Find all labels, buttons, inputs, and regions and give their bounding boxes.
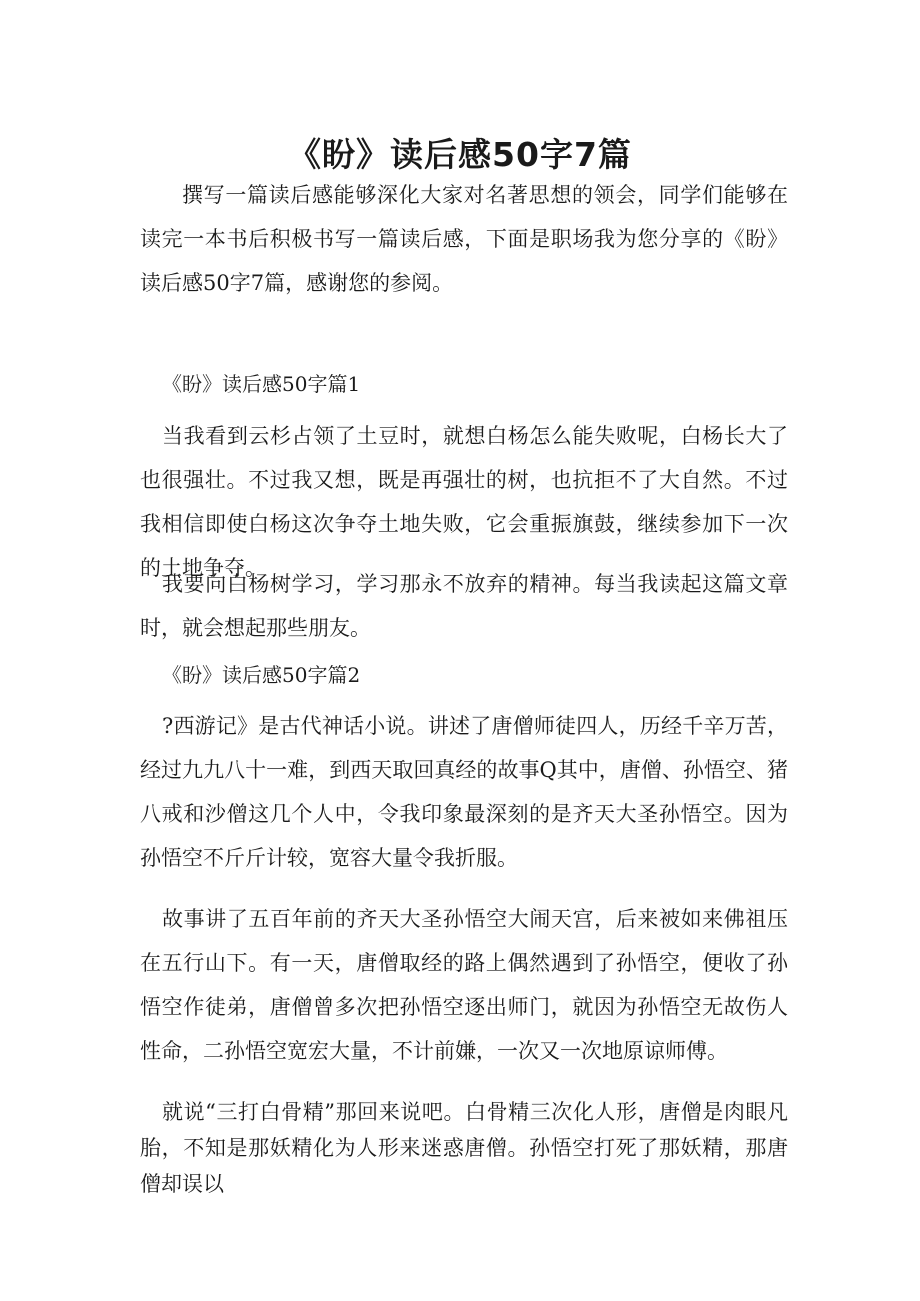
paragraph: 当我看到云杉占领了土豆时，就想白杨怎么能失败呢，白杨长大了也很强壮。不过我又想，既是再强壮的树，也抗拒不了大自然。不过我相信即使白杨这次争夺土地失败，它会重振旗鼓，继续参加下一次的土地争夺。	[140, 424, 788, 580]
paragraph: 我要向白杨树学习，学习那永不放弃的精神。每当我读起这篇文章时，就会想起那些朋友。	[140, 572, 788, 640]
section-heading: 《盼》读后感50字篇2	[162, 663, 361, 687]
paragraph: 就说“三打白骨精”那回来说吧。白骨精三次化人形，唐僧是肉眼凡胎，不知是那妖精化为人形来迷惑唐僧。孙悟空打死了那妖精，那唐僧却误以	[140, 1100, 788, 1196]
document-title: 《盼》读后感50字7篇	[288, 135, 632, 175]
paragraph: ?西游记》是古代神话小说。讲述了唐僧师徒四人，历经千辛万苦，经过九九八十一难，到西天取回真经的故事Q其中，唐僧、孙悟空、猪八戒和沙僧这几个人中，令我印象最深刻的是齐天大圣孙悟空。因为孙悟空不斤斤计较，宽容大量令我折服。	[140, 714, 788, 870]
intro-paragraph: 撰写一篇读后感能够深化大家对名著思想的领会，同学们能够在读完一本书后积极书写一篇读后感，下面是职场我为您分享的《盼》读后感50字7篇，感谢您的参阅。	[140, 183, 788, 295]
section-heading: 《盼》读后感50字篇1	[162, 372, 361, 396]
paragraph: 故事讲了五百年前的齐天大圣孙悟空大闹天宫，后来被如来佛祖压在五行山下。有一天，唐僧取经的路上偶然遇到了孙悟空，便收了孙悟空作徒弟，唐僧曾多次把孙悟空逐出师门，就因为孙悟空无故伤人性命，二孙悟空宽宏大量，不计前嫌，一次又一次地原谅师傅。	[140, 907, 788, 1063]
